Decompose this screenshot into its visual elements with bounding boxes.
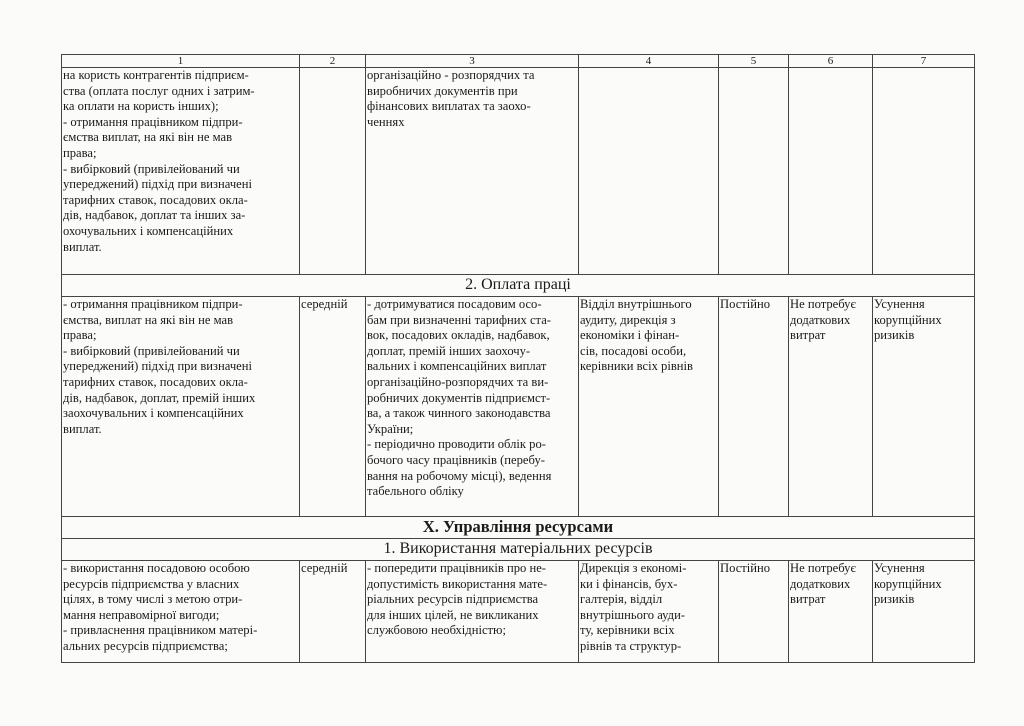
resources: Не потребує додаткових витрат: [789, 561, 873, 663]
section-title-wages: 2. Оплата праці: [62, 275, 975, 297]
measures-table: [61, 54, 975, 663]
risk-description: - отримання працівником підпри- ємства, виплат на які він не мав права; - вибірковий (привілейований чи упереджений) підхід при визначені тарифних ставок, посадових окла- дів, надбавок, доплат, премій інших заохочувальних і компенсаційних виплат.: [62, 297, 300, 517]
expected-result: Усунення корупційних ризиків: [873, 297, 975, 517]
column-number: 7: [873, 55, 975, 68]
deadline: [719, 68, 789, 275]
column-number: 1: [62, 55, 300, 68]
risk-description: на користь контрагентів підприєм- ства (оплата послуг одних і затрим- ка оплати на користь інших); - отримання працівником підпри- ємства виплат, на які він не мав права; - вибірковий (привілейований чи упереджений) підхід при визначені тарифних ставок, посадових окла- дів, надбавок, доплат та інших за- охочувальних і компенсаційних виплат.: [62, 68, 300, 275]
column-number: 6: [789, 55, 873, 68]
risk-level: середній: [300, 561, 366, 663]
column-number: 3: [366, 55, 579, 68]
section-row: [62, 517, 975, 539]
column-number-row: [62, 55, 975, 68]
resources: [789, 68, 873, 275]
responsible-persons: [579, 68, 719, 275]
column-number: 5: [719, 55, 789, 68]
deadline: Постійно: [719, 297, 789, 517]
subsection-title-materials: 1. Використання матеріальних ресурсів: [62, 539, 975, 561]
risk-description: - використання посадовою особою ресурсів підприємства у власних цілях, в тому числі з метою отри- мання неправомірної вигоди; - привласнення працівником матері- альних ресурсів підприємства;: [62, 561, 300, 663]
column-number: 2: [300, 55, 366, 68]
section-title-resources: X. Управління ресурсами: [62, 517, 975, 539]
expected-result: Усунення корупційних ризиків: [873, 561, 975, 663]
table-row: [62, 297, 975, 517]
section-row: [62, 275, 975, 297]
column-number: 4: [579, 55, 719, 68]
risk-level: середній: [300, 297, 366, 517]
deadline: Постійно: [719, 561, 789, 663]
risk-level: [300, 68, 366, 275]
table-row: [62, 68, 975, 275]
mitigation-measures: організаційно - розпорядчих та виробничих документів при фінансових виплатах та заохо- ченнях: [366, 68, 579, 275]
resources: Не потребує додаткових витрат: [789, 297, 873, 517]
mitigation-measures: - дотримуватися посадовим осо- бам при визначенні тарифних ста- вок, посадових окладів, надбавок, доплат, премій інших заохочу- вальних і компенсаційних виплат організаційно-розпорядчих та ви- робничих документів підприємст- ва, а також чинного законодавства України; - періодично проводити облік ро- бочого часу працівників (перебу- вання на робочому місці), ведення табельного обліку: [366, 297, 579, 517]
mitigation-measures: - попередити працівників про не- допустимість використання мате- ріальних ресурсів підприємства для інших цілей, не викликаних службовою необхідністю;: [366, 561, 579, 663]
section-row: [62, 539, 975, 561]
table-row: [62, 561, 975, 663]
responsible-persons: Відділ внутрішнього аудиту, дирекція з економіки і фінан- сів, посадові особи, керівники всіх рівнів: [579, 297, 719, 517]
responsible-persons: Дирекція з економі- ки і фінансів, бух- галтерія, відділ внутрішнього ауди- ту, керівники всіх рівнів та структур-: [579, 561, 719, 663]
expected-result: [873, 68, 975, 275]
